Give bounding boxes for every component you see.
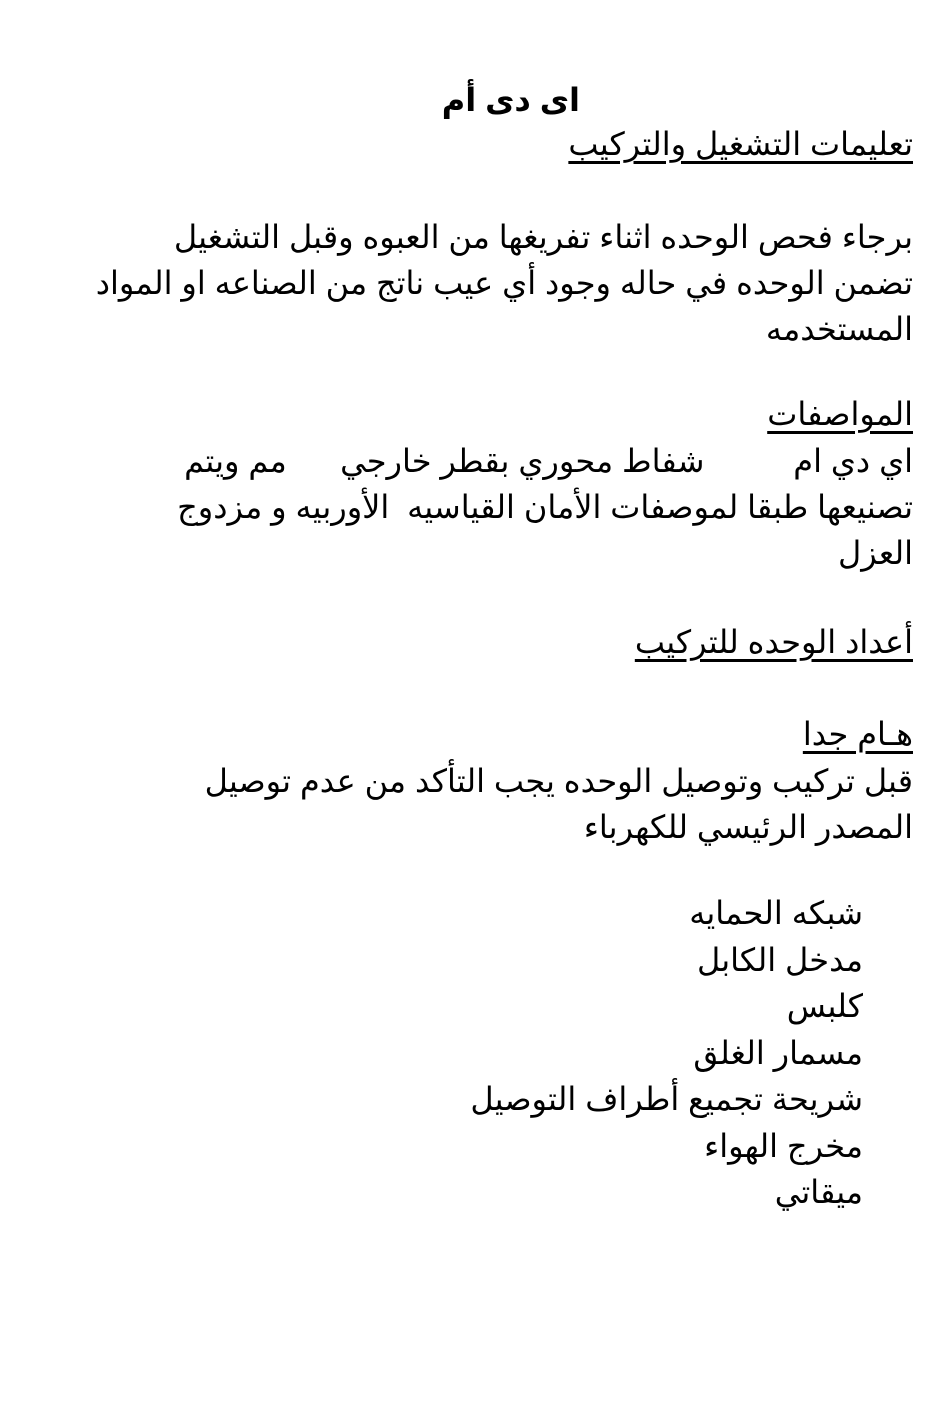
preparation-heading: أعداد الوحده للتركيب bbox=[634, 624, 913, 660]
list-item: شريحة تجميع أطراف التوصيل bbox=[470, 1081, 863, 1117]
specs-line: اي دي ام شفاط محوري بقطر خارجي مم ويتم bbox=[184, 443, 913, 479]
list-item: مسمار الغلق bbox=[693, 1034, 863, 1071]
important-line: قبل تركيب وتوصيل الوحده يجب التأكد من عدم توصيل bbox=[204, 763, 913, 799]
list-item: شبكه الحمايه bbox=[689, 895, 863, 931]
instructions-line: المستخدمه bbox=[765, 311, 913, 347]
instructions-paragraph bbox=[96, 214, 913, 352]
specs-line: تصنيعها طبقا لموصفات الأمان القياسيه الأوربيه و مزدوج bbox=[177, 489, 913, 525]
specs-heading: المواصفات bbox=[767, 396, 913, 432]
important-heading: هـام جدا bbox=[802, 716, 913, 752]
document-title: اى دى أم bbox=[441, 82, 580, 118]
instructions-heading: تعليمات التشغيل والتركيب bbox=[568, 126, 913, 162]
important-line: المصدر الرئيسي للكهرباء bbox=[583, 809, 913, 845]
important-paragraph bbox=[205, 758, 913, 850]
instructions-line: برجاء فحص الوحده اثناء تفريغها من العبوه وقبل التشغيل bbox=[173, 219, 913, 255]
specs-line: العزل bbox=[838, 535, 913, 571]
list-item: مخرج الهواء bbox=[704, 1127, 863, 1164]
list-item: ميقاتي bbox=[774, 1174, 863, 1210]
instructions-line: تضمن الوحده في حاله وجود أي عيب ناتج من الصناعه او المواد bbox=[95, 265, 913, 301]
list-item: كلبس bbox=[786, 988, 863, 1024]
specs-paragraph bbox=[177, 438, 913, 576]
parts-list bbox=[470, 890, 863, 1216]
list-item: مدخل الكابل bbox=[696, 941, 863, 978]
